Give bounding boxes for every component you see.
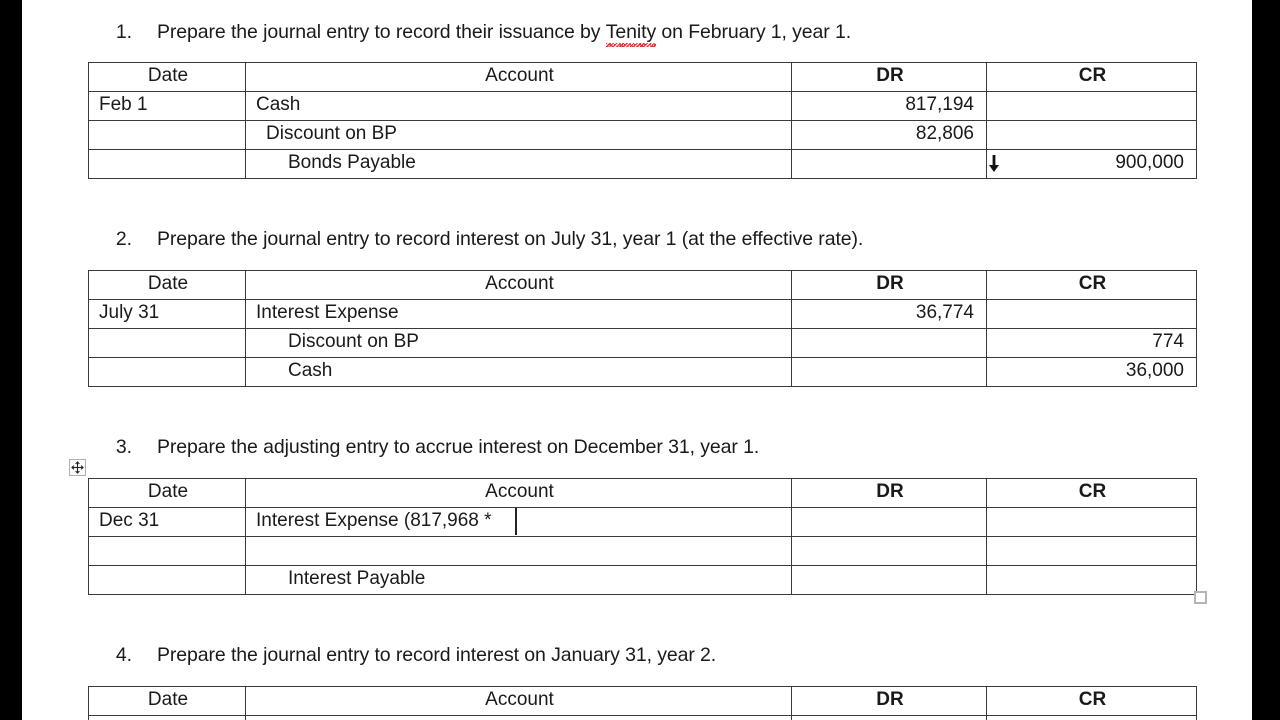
question-4-number: 4. (115, 644, 132, 666)
question-2 (88, 227, 863, 251)
column-header-cr-label: CR (1078, 688, 1107, 710)
cell-date[interactable] (89, 716, 246, 720)
journal-entry-table-4[interactable] (88, 686, 1197, 720)
cell-account[interactable] (246, 537, 792, 566)
document-page (22, 0, 1252, 720)
cell-dr[interactable] (792, 716, 987, 720)
cell-cr[interactable] (987, 121, 1197, 150)
table-row[interactable] (89, 537, 1197, 566)
cell-dr-value (792, 578, 986, 582)
column-header-account-label: Account (485, 272, 554, 294)
cell-cr[interactable] (987, 566, 1197, 595)
column-header-cr-label: CR (1078, 272, 1107, 294)
cell-cr-value (987, 578, 1196, 582)
cell-date-value: July 31 (99, 301, 160, 323)
question-3-number: 3. (115, 436, 132, 458)
cell-cr-value (987, 520, 1196, 524)
cell-dr-value (792, 370, 986, 374)
cell-date-value: Feb 1 (99, 93, 148, 115)
cell-dr[interactable] (792, 358, 987, 387)
cell-cr-value: 774 (1152, 330, 1184, 352)
journal-entry-table-3[interactable] (88, 478, 1197, 595)
question-1-text-before: Prepare the journal entry to record their issuance by (157, 21, 606, 43)
table-resize-handle-icon[interactable] (1194, 591, 1207, 604)
question-3 (88, 435, 759, 459)
cell-cr[interactable] (987, 358, 1197, 387)
cell-dr[interactable] (792, 329, 987, 358)
cell-dr[interactable] (792, 508, 987, 537)
question-1-number: 1. (115, 21, 132, 43)
cell-date[interactable] (89, 121, 246, 150)
cell-cr-value (987, 549, 1196, 553)
cell-date-value: Dec 31 (99, 509, 160, 531)
column-header-cr (987, 687, 1197, 716)
table-row[interactable] (89, 300, 1197, 329)
cell-date[interactable] (89, 150, 246, 179)
cell-cr[interactable] (987, 537, 1197, 566)
cell-dr[interactable] (792, 92, 987, 121)
cell-account-value: Interest Payable (288, 567, 426, 589)
cell-dr[interactable] (792, 121, 987, 150)
question-4-text: Prepare the journal entry to record interest on January 31, year 2. (157, 644, 717, 666)
cell-account-value: Cash (256, 93, 301, 115)
cell-account-value: Discount on BP (266, 122, 397, 144)
cell-account[interactable] (246, 329, 792, 358)
table-move-handle-icon[interactable] (69, 459, 86, 476)
cell-dr-value (792, 520, 986, 524)
table-header-row (89, 479, 1197, 508)
question-4 (88, 643, 716, 667)
table-row[interactable] (89, 92, 1197, 121)
cell-account-value: Discount on BP (288, 330, 419, 352)
cell-account[interactable] (246, 716, 792, 720)
column-header-account-label: Account (485, 688, 554, 710)
column-header-dr-label: DR (876, 64, 904, 86)
cell-dr-value (792, 162, 986, 166)
cell-dr-value: 36,774 (915, 301, 974, 323)
cell-account[interactable] (246, 150, 792, 179)
table-row[interactable] (89, 150, 1197, 179)
misspelled-word-tenity: Tenity (605, 21, 657, 43)
question-1-text (132, 20, 851, 44)
cell-account[interactable] (246, 300, 792, 329)
column-header-date-label: Date (147, 272, 189, 294)
cell-account[interactable] (246, 121, 792, 150)
journal-entry-table-2[interactable] (88, 270, 1197, 387)
cell-date[interactable] (89, 329, 246, 358)
question-1 (88, 20, 851, 44)
cell-dr[interactable] (792, 300, 987, 329)
column-header-account (246, 271, 792, 300)
table-row[interactable] (89, 329, 1197, 358)
column-header-account-label: Account (485, 480, 554, 502)
table-header-row (89, 271, 1197, 300)
cell-cr[interactable] (987, 92, 1197, 121)
column-header-dr-label: DR (876, 480, 904, 502)
column-header-cr-label: CR (1078, 64, 1107, 86)
table-row[interactable] (89, 121, 1197, 150)
column-header-date-label: Date (147, 688, 189, 710)
cell-dr[interactable] (792, 150, 987, 179)
question-1-text-after: on February 1, year 1. (656, 21, 852, 43)
cell-date-value (89, 162, 245, 166)
cell-account-value: Interest Expense (256, 301, 399, 323)
question-3-text: Prepare the adjusting entry to accrue interest on December 31, year 1. (157, 436, 760, 458)
column-header-cr (987, 271, 1197, 300)
cell-date-value (89, 549, 245, 553)
column-header-dr (792, 479, 987, 508)
column-header-account (246, 63, 792, 92)
cell-cr[interactable] (987, 150, 1197, 179)
cell-cr-value: 900,000 (1115, 151, 1184, 173)
cell-date[interactable] (89, 566, 246, 595)
column-header-dr (792, 687, 987, 716)
cell-account-value: Bonds Payable (288, 151, 416, 173)
table-header-row (89, 63, 1197, 92)
cell-cr-value (987, 104, 1196, 108)
cell-account-value (246, 549, 791, 553)
cell-date[interactable] (89, 537, 246, 566)
column-header-date (89, 271, 246, 300)
column-header-dr-label: DR (876, 688, 904, 710)
cell-date[interactable] (89, 300, 246, 329)
text-cursor (515, 508, 517, 535)
column-select-cursor (988, 155, 1000, 173)
column-header-date (89, 687, 246, 716)
table-header-row (89, 687, 1197, 716)
cell-dr-value: 82,806 (915, 122, 974, 144)
cell-account-value: Cash (288, 359, 333, 381)
column-header-date (89, 479, 246, 508)
cell-cr[interactable] (987, 716, 1197, 720)
cell-cr-value (987, 312, 1196, 316)
cell-account[interactable] (246, 566, 792, 595)
cell-cr[interactable] (987, 300, 1197, 329)
column-header-dr (792, 63, 987, 92)
cell-dr[interactable] (792, 537, 987, 566)
column-header-dr-label: DR (876, 272, 904, 294)
cell-date-value (89, 370, 245, 374)
cell-account[interactable] (246, 92, 792, 121)
cell-account[interactable] (246, 358, 792, 387)
question-2-number: 2. (115, 228, 132, 250)
column-header-account (246, 479, 792, 508)
column-header-cr (987, 63, 1197, 92)
cell-account[interactable] (246, 508, 792, 537)
cell-dr[interactable] (792, 566, 987, 595)
column-header-date (89, 63, 246, 92)
cell-dr-value (792, 549, 986, 553)
cell-date-value (89, 341, 245, 345)
table-row[interactable] (89, 566, 1197, 595)
cell-date[interactable] (89, 508, 246, 537)
cell-date[interactable] (89, 92, 246, 121)
cell-cr[interactable] (987, 329, 1197, 358)
column-header-date-label: Date (147, 480, 189, 502)
cell-cr-value: 36,000 (1125, 359, 1184, 381)
column-header-account-label: Account (485, 64, 554, 86)
column-header-cr (987, 479, 1197, 508)
cell-dr-value: 817,194 (905, 93, 974, 115)
column-header-dr (792, 271, 987, 300)
table-row[interactable] (89, 358, 1197, 387)
cell-date-value (89, 133, 245, 137)
cell-account-value: Interest Expense (817,968 * (256, 509, 492, 531)
column-header-cr-label: CR (1078, 480, 1107, 502)
cell-cr[interactable] (987, 508, 1197, 537)
question-2-text: Prepare the journal entry to record interest on July 31, year 1 (at the effective rate). (157, 228, 864, 250)
cell-dr-value (792, 341, 986, 345)
column-header-date-label: Date (147, 64, 189, 86)
cell-cr-value (987, 133, 1196, 137)
column-header-account (246, 687, 792, 716)
cell-date[interactable] (89, 358, 246, 387)
table-row[interactable] (89, 716, 1197, 720)
cell-date-value (89, 578, 245, 582)
journal-entry-table-1[interactable] (88, 62, 1197, 179)
table-row[interactable] (89, 508, 1197, 537)
